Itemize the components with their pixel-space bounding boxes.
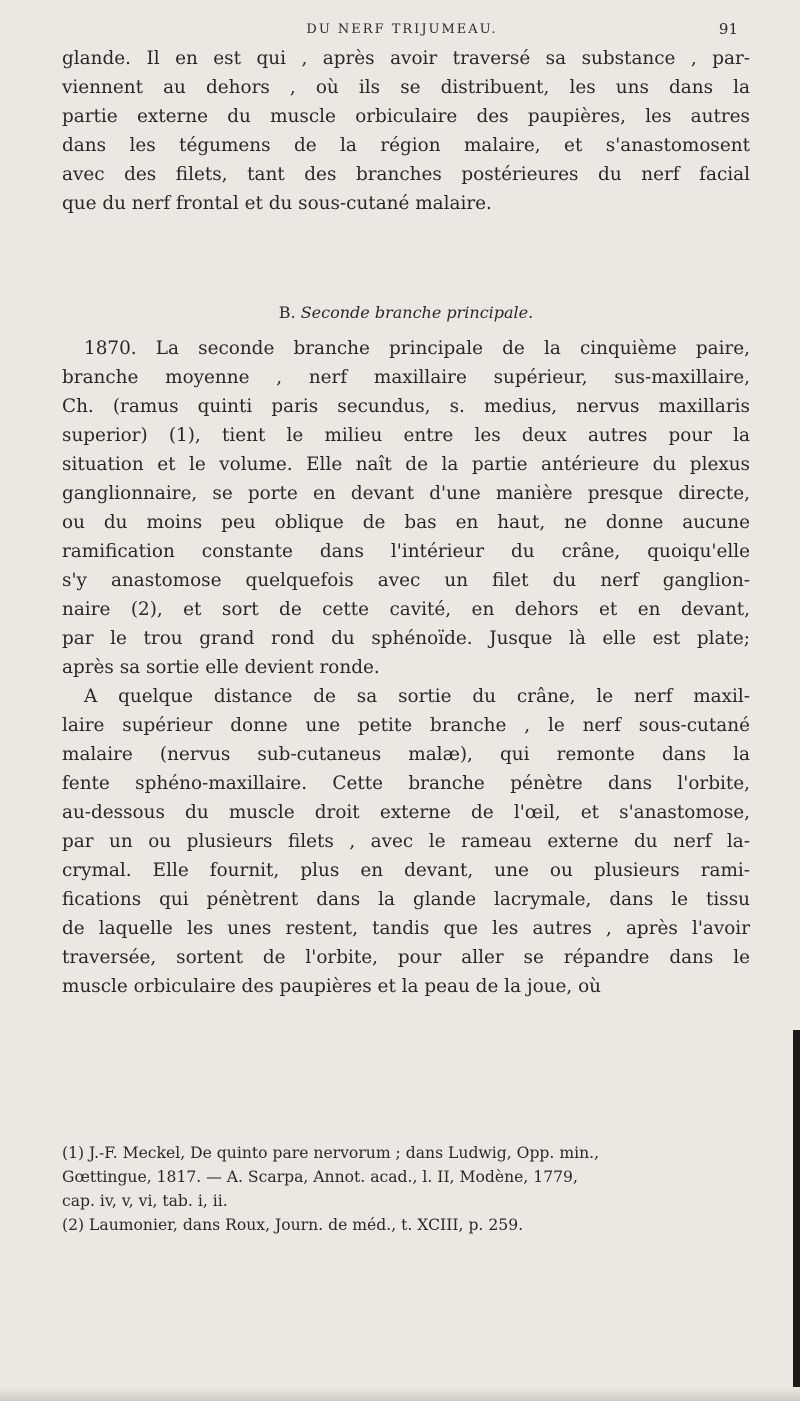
text-line: branche moyenne , nerf maxillaire supérieur, sus-maxillaire, xyxy=(62,367,750,388)
text-line: avec des filets, tant des branches postérieures du nerf facial xyxy=(62,164,750,185)
text-line: par un ou plusieurs filets , avec le rameau externe du nerf la- xyxy=(62,831,750,852)
text-line: glande. Il en est qui , après avoir traversé sa substance , par- xyxy=(62,48,750,69)
page-bottom-shade xyxy=(0,1387,800,1401)
paragraph-1870 xyxy=(62,334,750,1001)
paragraph-continued xyxy=(62,44,750,218)
text-line: laire supérieur donne une petite branche , le nerf sous-cutané xyxy=(62,715,750,736)
footnotes xyxy=(62,1141,750,1237)
running-header xyxy=(60,18,744,46)
text-line: ramification constante dans l'intérieur du crâne, quoiqu'elle xyxy=(62,541,750,562)
page-number: 91 xyxy=(718,20,738,38)
text-line: naire (2), et sort de cette cavité, en dehors et en devant, xyxy=(62,599,750,620)
text-line: malaire (nervus sub-cutaneus malæ), qui remonte dans la xyxy=(62,744,750,765)
text-line: après sa sortie elle devient ronde. xyxy=(62,657,380,678)
page-edge-shadow xyxy=(793,1030,800,1401)
text-line: traversée, sortent de l'orbite, pour aller se répandre dans le xyxy=(62,947,750,968)
text-line: 1870. La seconde branche principale de la cinquième paire, xyxy=(84,338,750,359)
text-line: par le trou grand rond du sphénoïde. Jusque là elle est plate; xyxy=(62,628,750,649)
text-line: A quelque distance de sa sortie du crâne, le nerf maxil- xyxy=(84,686,750,707)
text-line: situation et le volume. Elle naît de la partie antérieure du plexus xyxy=(62,454,750,475)
text-line: viennent au dehors , où ils se distribuent, les uns dans la xyxy=(62,77,750,98)
text-line: fications qui pénètrent dans la glande lacrymale, dans le tissu xyxy=(62,889,750,910)
text-line: dans les tégumens de la région malaire, et s'anastomosent xyxy=(62,135,750,156)
footnote-line: cap. iv, v, vi, tab. i, ii. xyxy=(62,1192,228,1210)
section-heading xyxy=(62,303,750,322)
text-line: ganglionnaire, se porte en devant d'une manière presque directe, xyxy=(62,483,750,504)
text-line: muscle orbiculaire des paupières et la peau de la joue, où xyxy=(62,976,601,997)
text-line: superior) (1), tient le milieu entre les deux autres pour la xyxy=(62,425,750,446)
section-letter: B. xyxy=(278,303,296,322)
section-title: Seconde branche principale. xyxy=(300,303,534,322)
text-line: fente sphéno-maxillaire. Cette branche pénètre dans l'orbite, xyxy=(62,773,750,794)
running-title: DU NERF TRIJUMEAU. xyxy=(306,22,498,37)
text-line: de laquelle les unes restent, tandis que les autres , après l'avoir xyxy=(62,918,750,939)
footnote-line: (1) J.-F. Meckel, De quinto pare nervorum ; dans Ludwig, Opp. min., xyxy=(62,1144,600,1162)
text-line: ou du moins peu oblique de bas en haut, ne donne aucune xyxy=(62,512,750,533)
text-line: s'y anastomose quelquefois avec un filet du nerf ganglion- xyxy=(62,570,750,591)
footnote-line: Gœttingue, 1817. — A. Scarpa, Annot. acad., l. II, Modène, 1779, xyxy=(62,1168,578,1186)
text-line: partie externe du muscle orbiculaire des paupières, les autres xyxy=(62,106,750,127)
text-line: Ch. (ramus quinti paris secundus, s. medius, nervus maxillaris xyxy=(62,396,750,417)
text-line: crymal. Elle fournit, plus en devant, une ou plusieurs rami- xyxy=(62,860,750,881)
footnote-line: (2) Laumonier, dans Roux, Journ. de méd., t. XCIII, p. 259. xyxy=(62,1216,524,1234)
text-line: au-dessous du muscle droit externe de l'œil, et s'anastomose, xyxy=(62,802,750,823)
text-line: que du nerf frontal et du sous-cutané malaire. xyxy=(62,193,492,214)
